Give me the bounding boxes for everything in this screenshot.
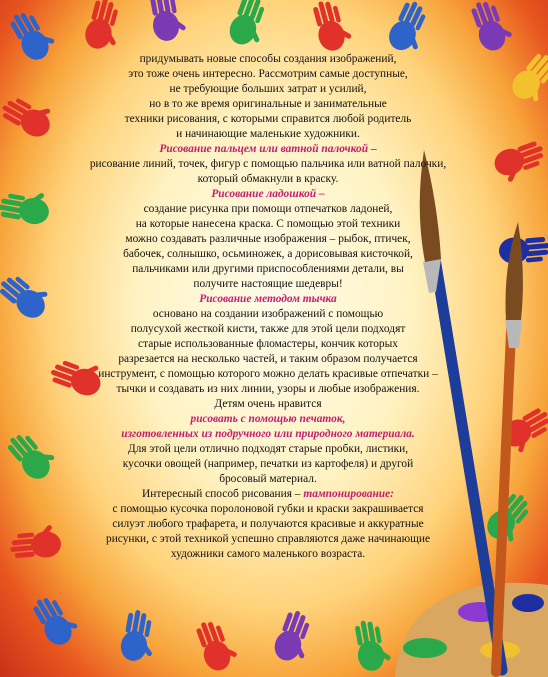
text-line [58, 382, 478, 397]
handprint-icon [6, 4, 60, 65]
handprint-icon [147, 0, 188, 43]
text-line-plain: который обмакнули в краску. [197, 173, 339, 185]
text-line-plain: инструмент, с помощью которого можно делать красивые отпечатки – [98, 368, 438, 380]
text-line-plain: Интересный способ рисования – [142, 488, 304, 500]
text-line [58, 127, 478, 142]
text-line-plain: художники самого маленького возраста. [170, 548, 366, 560]
text-line [58, 322, 478, 337]
text-line [58, 337, 478, 352]
text-line-plain: разрезается на несколько частей, и таким образом получается [118, 353, 418, 365]
text-line [58, 397, 478, 412]
technique-heading: изготовленных из подручного или природного материала. [121, 428, 415, 440]
text-line-plain: придумывать новые способы создания изображений, [139, 53, 397, 65]
text-line [58, 517, 478, 532]
text-line-plain: бросовый материал. [219, 473, 317, 485]
text-line [58, 142, 478, 157]
text-line [58, 457, 478, 472]
technique-heading: Рисование ладошкой – [211, 188, 325, 200]
handprint-icon [0, 88, 58, 142]
text-line [58, 502, 478, 517]
handprint-icon [226, 0, 275, 51]
text-line [58, 487, 478, 502]
text-line-plain: получите настоящие шедевры! [193, 278, 343, 290]
text-line-plain: и начинающие маленькие художники. [176, 128, 360, 140]
text-line [58, 427, 478, 442]
text-line-plain: рисунки, с этой техникой успешно справляются даже начинающие [106, 533, 430, 545]
text-line [58, 172, 478, 187]
handprint-icon [498, 234, 548, 271]
text-line-plain: создание рисунка при помощи отпечатков ладоней, [143, 203, 393, 215]
text-line [58, 442, 478, 457]
text-line [58, 532, 478, 547]
handprint-icon [193, 615, 242, 674]
text-line [58, 262, 478, 277]
text-line-plain: Детям очень нравится [214, 398, 322, 410]
text-line [58, 412, 478, 427]
text-line [58, 157, 478, 172]
handprint-icon [29, 589, 83, 650]
text-line-plain: тычки и создавать из них линии, узоры и любые изображения. [116, 383, 420, 395]
handprint-icon [482, 489, 540, 549]
text-line [58, 217, 478, 232]
text-line [58, 82, 478, 97]
handprint-icon [8, 523, 62, 560]
text-line-plain: полусухой жесткой кисти, также для этой цели подходят [130, 323, 406, 335]
text-line [58, 307, 478, 322]
text-line-plain: Для этой цели отлично подходят старые пробки, листики, [127, 443, 409, 455]
technique-heading: тампонирование: [303, 488, 394, 500]
text-line [58, 547, 478, 562]
handprint-icon [271, 607, 320, 666]
text-line-plain: рисование линий, точек, фигур с помощью пальчика или ватной палочки, [89, 158, 447, 170]
text-line-plain: на которые нанесена краска. С помощью этой техники [135, 218, 401, 230]
text-line [58, 277, 478, 292]
handprint-icon [310, 0, 355, 54]
handprint-icon [3, 424, 61, 484]
text-line-plain: техники рисования, с которыми справится любой родитель [124, 113, 412, 125]
text-line [58, 112, 478, 127]
text-line [58, 472, 478, 487]
text-line [58, 52, 478, 67]
technique-heading: рисовать с помощью печаток, [190, 413, 346, 425]
text-line-plain: это тоже очень интересно. Рассмотрим самые доступные, [128, 68, 408, 80]
text-line-plain: но в то же время оригинальные и занимательные [149, 98, 387, 110]
paint-palette-icon [395, 583, 548, 677]
text-line-plain: пальчиками или другими приспособлениями детали, вы [132, 263, 404, 275]
text-line [58, 292, 478, 307]
handprint-icon [0, 265, 55, 323]
text-line [58, 232, 478, 247]
text-line-plain: можно создавать различные изображения – рыбок, птичек, [125, 233, 411, 245]
text-line-plain: с помощью кусочка поролоновой губки и краски закрашивается [112, 503, 424, 515]
technique-heading: Рисование методом тычка [199, 293, 337, 305]
handprint-icon [119, 608, 160, 664]
text-line-plain: основано на создании изображений с помощью [152, 308, 384, 320]
text-line [58, 247, 478, 262]
text-line [58, 367, 478, 382]
handprint-icon [468, 0, 517, 54]
text-line [58, 97, 478, 112]
text-line [58, 352, 478, 367]
text-line-plain: кусочки овощей (например, печатки из картофеля) и другой [122, 458, 414, 470]
text-line-plain: силуэт любого трафарета, и получаются красивые и аккуратные [112, 518, 424, 530]
handprint-icon [82, 0, 127, 53]
handprint-icon [491, 138, 548, 187]
handprint-icon [0, 185, 52, 226]
text-line [58, 202, 478, 217]
text-line-plain: бабочек, солнышко, осьминожек, а дорисовывая кисточкой, [123, 248, 413, 260]
text-line-plain: старые использованные фломастеры, кончик которых [138, 338, 398, 350]
article-text [58, 52, 478, 562]
text-line [58, 187, 478, 202]
handprint-icon [352, 617, 393, 673]
text-line-plain: – [368, 143, 377, 155]
technique-heading: Рисование пальцем или ватной палочкой [159, 143, 369, 155]
handprint-icon [384, 0, 436, 58]
text-line-plain: не требующие больших затрат и усилий, [169, 83, 367, 95]
handprint-icon [507, 49, 548, 109]
text-line [58, 67, 478, 82]
